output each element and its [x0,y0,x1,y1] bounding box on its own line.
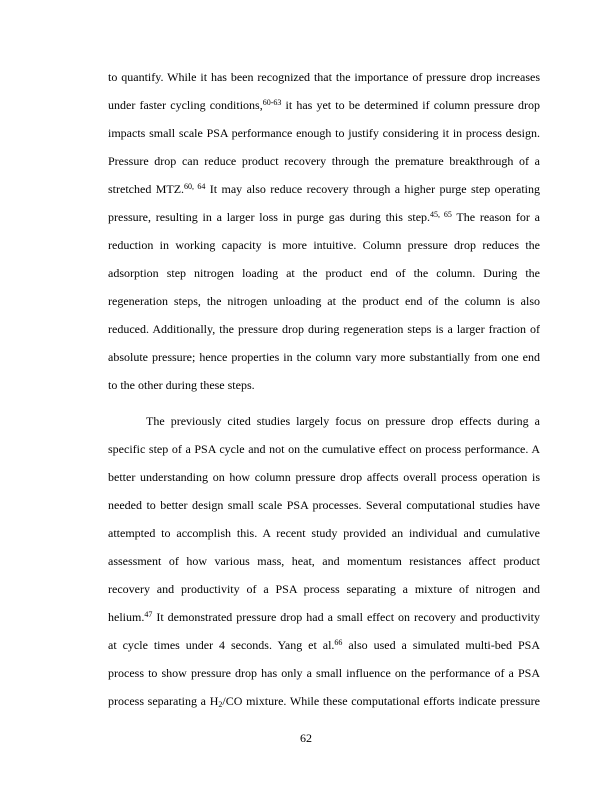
paragraph-2-line-1: The previously cited studies largely focus on pressure drop effects during a [146,414,540,428]
paragraph-2-line-5: attempted to accomplish this. A recent study provided an individual and cumulative [108,526,540,540]
citation-superscript: 66 [334,638,343,647]
chemical-subscript: 2 [218,700,223,709]
paragraph-2-line-6: assessment of how various mass, heat, and momentum resistances affect product [108,554,540,568]
paragraph-2-line-7: recovery and productivity of a PSA process separating a mixture of nitrogen and [108,582,540,596]
paragraph-1-line-11: absolute pressure; hence properties in the column vary more substantially from one end [108,350,540,364]
citation-superscript: 60-63 [262,98,282,107]
citation-superscript: 60, 64 [184,182,206,191]
paragraph-1-line-9: regeneration steps, the nitrogen unloading at the product end of the column is also [108,294,540,308]
paragraph-1-line-6: pressure, resulting in a larger loss in purge gas during this step.$^{45, 65}$ The reason for a [108,210,541,224]
paragraph-1-line-10: reduced. Additionally, the pressure drop during regeneration steps is a larger fraction of [108,322,540,336]
paragraph-2-line-2: specific step of a PSA cycle and not on the cumulative effect on process performance. A [108,442,540,456]
paragraph-1-line-2: under faster cycling conditions,$^{60-63}$ it has yet to be determined if column pressure drop [108,98,540,112]
paragraph-1-line-5: stretched MTZ.$^{60, 64}$ It may also reduce recovery through a higher purge step operating [108,182,540,196]
paragraph-2-line-11: process separating a $H_2/CO$ mixture. While these computational efforts indicate pressure [108,694,541,709]
paragraph-1-line-8: adsorption step nitrogen loading at the product end of the column. During the [108,266,540,280]
paragraph-2-line-9: at cycle times under 4 seconds. Yang et al.$^{66}$ also used a simulated multi-bed PSA [108,638,541,652]
paragraph-1-line-3: impacts small scale PSA performance enough to justify considering it in process design. [108,126,540,140]
paragraph-2-line-8: helium.$^{47}$ It demonstrated pressure drop had a small effect on recovery and productivity [108,610,540,624]
paragraph-1-line-4: Pressure drop can reduce product recovery through the premature breakthrough of a [108,154,540,168]
citation-superscript: 45, 65 [430,210,452,219]
paragraph-2-line-4: needed to better design small scale PSA processes. Several computational studies have [108,498,540,512]
paragraph-1-line-1: to quantify. While it has been recognized that the importance of pressure drop increases [108,70,540,84]
paragraph-1-line-7: reduction in working capacity is more intuitive. Column pressure drop reduces the [108,238,540,252]
paragraph-2-line-10: process to show pressure drop has only a small influence on the performance of a PSA [108,666,540,680]
page-number: 62 [300,731,312,745]
paragraph-1-line-12: to the other during these steps. [108,378,255,392]
citation-superscript: 47 [144,610,153,619]
paragraph-2-line-3: better understanding on how column pressure drop affects overall process operation is [108,470,540,484]
